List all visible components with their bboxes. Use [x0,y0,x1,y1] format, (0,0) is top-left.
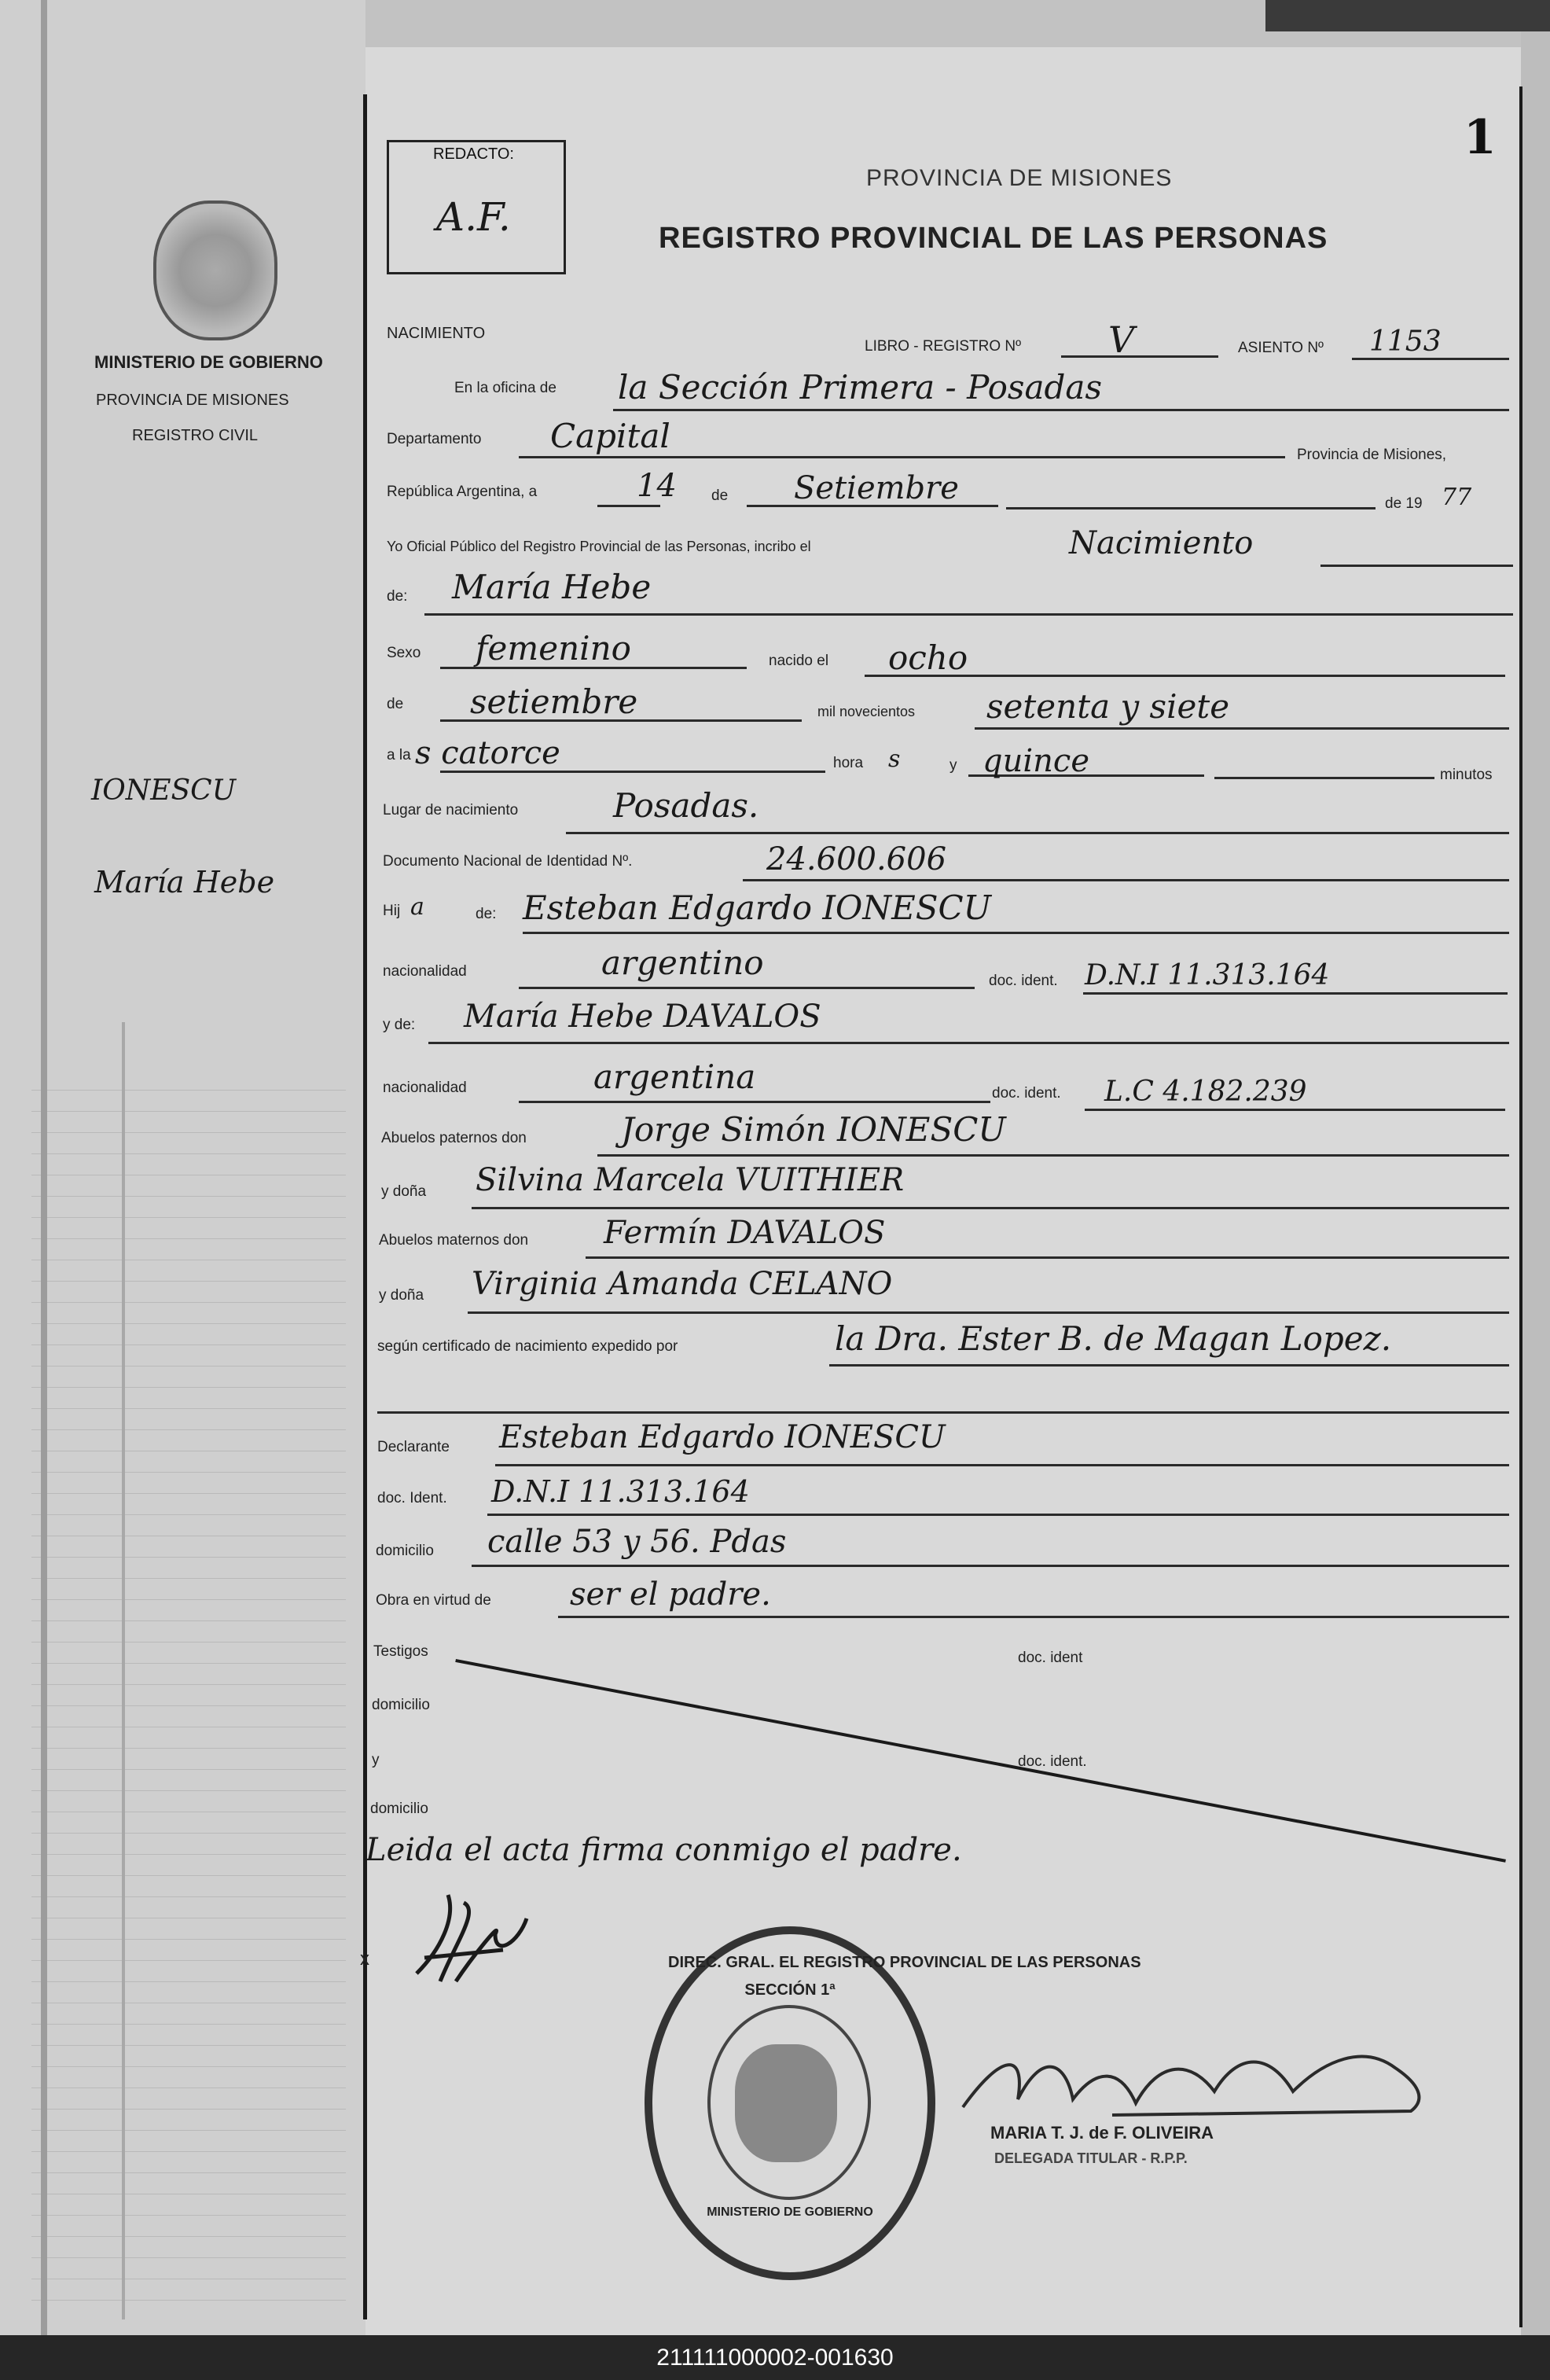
officer-signature-icon [955,2036,1442,2123]
header-province: PROVINCIA DE MISIONES [866,165,1173,191]
page-number: 1 [1464,110,1497,165]
madre-value: María Hebe DAVALOS [464,999,821,1035]
madre-nac-field [519,1101,990,1103]
declarante-doc-field [487,1514,1509,1516]
anio-field [975,727,1509,730]
redacto-value: A.F. [436,194,511,240]
margin-surname: IONESCU [91,774,237,807]
domicilio-value: calle 53 y 56. Pdas [487,1524,787,1560]
registry-label: REGISTRO CIVIL [132,427,259,444]
hija-suffix: a [410,893,424,921]
provincia-suffix: Provincia de Misiones, [1297,447,1447,463]
oficina-value: la Sección Primera - Posadas [618,368,1102,406]
officer-title: DELEGADA TITULAR - R.P.P. [994,2150,1188,2166]
mes2-value: setiembre [470,682,638,721]
lugar-field [566,832,1509,834]
testigo-doc-label: doc. ident [1018,1650,1083,1666]
month-de-label: de [711,487,729,504]
abuelos-mat-label: Abuelos maternos don [379,1232,529,1249]
right-border [1519,86,1522,2327]
declarante-doc-value: D.N.I 11.313.164 [491,1474,750,1509]
year-value: 77 [1442,484,1472,511]
padre-nac-label: nacionalidad [383,963,467,980]
binding-line [41,0,47,2335]
asiento-value: 1153 [1369,326,1442,358]
padre-doc-value: D.N.I 11.313.164 [1085,959,1330,991]
abuela-mat-label: y doña [379,1287,424,1304]
padre-doc-field [1083,992,1508,995]
certificado-field-2 [377,1411,1509,1414]
padre-de-label: de: [476,906,497,922]
x-mark: x [360,1948,369,1970]
nacido-value: ocho [888,638,968,677]
abuelo-pat-field [597,1154,1509,1157]
oficina-label: En la oficina de [454,380,556,396]
nacido-label: nacido el [769,653,829,669]
header-registry: REGISTRO PROVINCIAL DE LAS PERSONAS [659,222,1328,255]
oficina-field [613,409,1509,411]
anio-value: setenta y siete [986,687,1230,726]
ruled-lines [31,1069,346,2312]
redacto-label: REDACTO: [433,145,514,163]
dni-label: Documento Nacional de Identidad Nº. [383,853,633,870]
republica-label: República Argentina, a [387,484,538,500]
sexo-value: femenino [476,629,631,668]
testigo-y-label: y [372,1752,380,1768]
hora-value: s catorce [415,735,560,771]
padre-value: Esteban Edgardo IONESCU [523,888,992,927]
certificado-label: según certificado de nacimiento expedido por [377,1338,678,1355]
leida-text: Leida el acta firma conmigo el padre. [365,1832,962,1868]
persona-field [424,613,1513,616]
departamento-label: Departamento [387,431,482,447]
certificado-field [829,1364,1509,1367]
abuela-mat-value: Virginia Amanda CELANO [472,1266,893,1302]
declarante-value: Esteban Edgardo IONESCU [499,1419,946,1455]
certificado-value: la Dra. Ester B. de Magan Lopez. [835,1319,1392,1358]
abuelo-mat-value: Fermín DAVALOS [604,1215,886,1251]
minutos-value: quince [983,743,1089,779]
abuelos-pat-label: Abuelos paternos don [381,1130,527,1146]
month-value: Setiembre [794,470,959,506]
abuelo-pat-value: Jorge Simón IONESCU [621,1110,1006,1149]
day-value: 14 [637,468,677,504]
alas-label: a la [387,747,411,763]
minutos-label: minutos [1440,767,1493,783]
testigo2-doc-label: doc. ident. [1018,1753,1087,1770]
padre-doc-label: doc. ident. [989,973,1058,989]
persona-value: María Hebe [452,568,652,606]
asiento-label: ASIENTO Nº [1238,340,1324,356]
stamp-inner-text: SECCIÓN 1ª [744,1981,836,1999]
left-margin-column [0,0,365,2335]
obra-value: ser el padre. [570,1576,771,1613]
madre-doc-value: L.C 4.182.239 [1104,1076,1307,1108]
mes2-de-label: de [387,696,404,712]
abuelo-mat-field [586,1256,1509,1259]
officer-name: MARIA T. J. de F. OLIVEIRA [990,2123,1214,2143]
declarante-label: Declarante [377,1439,450,1455]
horas-suffix: s [888,745,901,773]
libro-label: LIBRO - REGISTRO Nº [865,338,1022,355]
madre-nac-value: argentina [593,1058,756,1096]
minutos-extra-field [1214,777,1434,779]
padre-field [523,932,1509,934]
stamp-text: DIREC. GRAL. EL REGISTRO PROVINCIAL DE LAS PERSONAS [668,1954,1141,1971]
inscribo-field [1320,565,1513,567]
abuela-pat-label: y doña [381,1183,427,1200]
testigo2-domicilio-label: domicilio [370,1801,428,1817]
oficial-label: Yo Oficial Público del Registro Provincial de las Personas, incribo el [387,539,811,554]
act-type-label: NACIMIENTO [387,325,486,342]
departamento-field [519,456,1285,458]
abuela-mat-field [468,1311,1509,1314]
horas-label: hora [833,755,864,771]
background-band [1265,0,1550,31]
testigos-label: Testigos [373,1643,428,1660]
libro-field [1061,355,1218,358]
obra-label: Obra en virtud de [376,1592,491,1609]
madre-doc-label: doc. ident. [992,1085,1061,1102]
asiento-field [1352,358,1509,360]
domicilio-field [472,1565,1509,1567]
testigo-domicilio-label: domicilio [372,1697,430,1713]
dni-field [743,879,1509,881]
libro-value: V [1108,318,1135,361]
mil-label: mil novecientos [817,704,916,719]
hija-label: Hij [383,903,401,919]
footer-code: 211111000002-001630 [0,2335,1550,2380]
madre-nac-label: nacionalidad [383,1080,467,1096]
year-label: de 19 [1385,495,1423,512]
persona-de-label: de: [387,588,408,605]
abuela-pat-value: Silvina Marcela VUITHIER [476,1162,905,1198]
column-divider [363,94,367,2319]
margin-rule [122,1022,125,2319]
madre-doc-field [1085,1109,1505,1111]
abuela-pat-field [472,1207,1509,1209]
ministry-label: MINISTERIO DE GOBIERNO [94,352,323,372]
y-label: y [949,757,957,774]
sexo-label: Sexo [387,645,421,661]
province-label: PROVINCIA DE MISIONES [96,392,289,409]
dni-value: 24.600.606 [766,841,947,877]
lugar-label: Lugar de nacimiento [383,802,519,818]
redacto-box [387,140,566,274]
domicilio-label: domicilio [376,1543,434,1559]
page-edge [1521,31,1550,2335]
declarante-field [495,1464,1509,1466]
departamento-value: Capital [550,417,670,455]
madre-de-label: y de: [383,1017,416,1033]
stamp-crest-icon [735,2044,837,2162]
madre-field [428,1042,1509,1044]
day-field [597,505,660,507]
padre-nac-value: argentino [601,944,764,982]
padre-nac-field [519,987,975,989]
margin-given-names: María Hebe [94,865,275,899]
obra-field [558,1616,1509,1618]
month-extra-field [1006,507,1376,509]
declarante-doc-label: doc. Ident. [377,1490,447,1506]
signature-icon [409,1887,558,1997]
stamp-ministry-text: MINISTERIO DE GOBIERNO [707,2205,873,2219]
lugar-value: Posadas. [613,786,759,825]
inscribo-value: Nacimiento [1069,525,1254,561]
ministry-seal-icon [153,200,277,340]
